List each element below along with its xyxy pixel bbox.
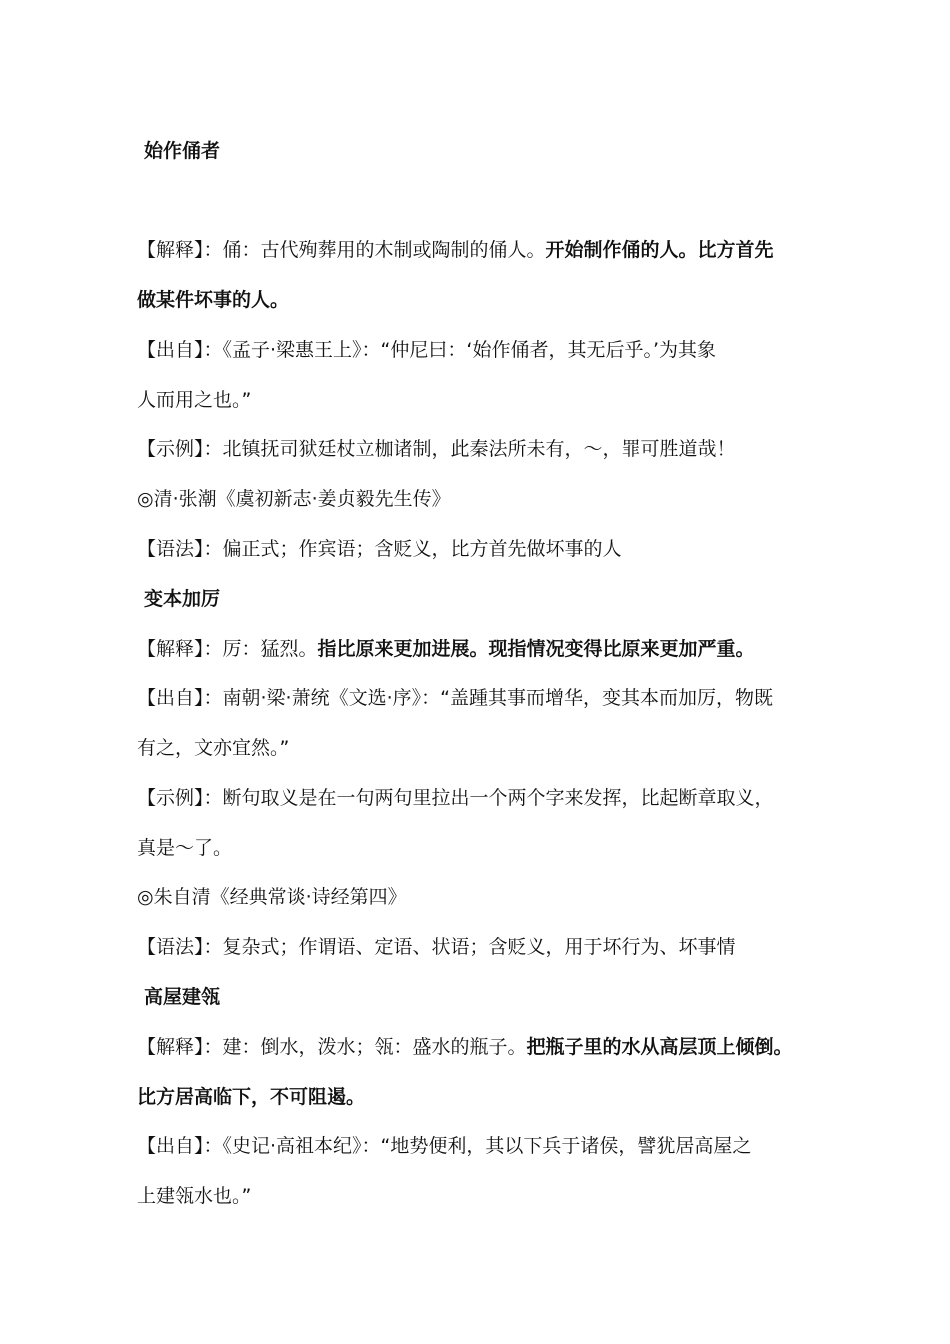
example-label: 【示例】： [137, 438, 223, 460]
definition-bold-text: 指比原来更加进展。现指情况变得比原来更加严重。 [317, 638, 755, 660]
source-text: 《史记·高祖本纪》：“地势便利，其以下兵于诸侯，譬犹居高屋之 [222, 1135, 752, 1157]
source-label: 【出自】： [137, 687, 223, 709]
example-text: 真是～了。 [137, 837, 233, 859]
grammar-line [137, 935, 817, 959]
example-citation: ◎清·张潮《虞初新志·姜贞毅先生传》 [137, 488, 451, 510]
example-text: 北镇抚司狱廷杖立枷诸制，此秦法所未有，～，罪可胜道哉！ [222, 438, 736, 460]
example-citation: ◎朱自清《经典常谈·诗经第四》 [137, 886, 407, 908]
source-line [137, 686, 817, 710]
definition-bold-text: 做某件坏事的人。 [137, 289, 290, 311]
definition-label: 【解释】： [137, 239, 223, 261]
source-text: 上建瓴水也。” [137, 1185, 252, 1207]
entry-title: 变本加厉 [144, 588, 221, 610]
example-label: 【示例】： [137, 787, 223, 809]
source-line [137, 1134, 817, 1158]
source-text: 南朝·梁·萧统《文选·序》：“盖踵其事而增华，变其本而加厉，物既 [222, 687, 773, 709]
example-text: 断句取义是在一句两句里拉出一个两个字来发挥，比起断章取义， [222, 787, 774, 809]
definition-label: 【解释】： [137, 638, 223, 660]
grammar-label: 【语法】： [137, 936, 223, 958]
definition-line [137, 637, 817, 661]
grammar-line [137, 537, 817, 561]
source-text: 《孟子·梁惠王上》：“仲尼曰：‘始作俑者，其无后乎。’为其象 [222, 339, 716, 361]
source-text: 有之，文亦宜然。” [137, 737, 290, 759]
entry-title: 始作俑者 [144, 140, 221, 162]
source-label: 【出自】： [137, 339, 223, 361]
grammar-text: 复杂式；作谓语、定语、状语；含贬义，用于坏行为、坏事情 [222, 936, 736, 958]
example-line [137, 786, 817, 810]
definition-line [137, 1035, 817, 1059]
definition-text: 建：倒水，泼水；瓴：盛水的瓶子。 [222, 1036, 527, 1058]
definition-bold-text: 把瓶子里的水从高层顶上倾倒。 [526, 1036, 793, 1058]
grammar-label: 【语法】： [137, 538, 223, 560]
source-text: 人而用之也。” [137, 389, 252, 411]
definition-text: 厉：猛烈。 [222, 638, 318, 660]
definition-bold-text: 开始制作俑的人。比方首先 [545, 239, 774, 261]
definition-bold-text: 比方居高临下，不可阻遏。 [137, 1086, 366, 1108]
definition-text: 俑：古代殉葬用的木制或陶制的俑人。 [222, 239, 546, 261]
grammar-text: 偏正式；作宾语；含贬义，比方首先做坏事的人 [222, 538, 622, 560]
entry-title: 高屋建瓴 [144, 986, 221, 1008]
definition-label: 【解释】： [137, 1036, 223, 1058]
example-line [137, 437, 817, 461]
source-line [137, 338, 817, 362]
definition-line [137, 238, 817, 262]
source-label: 【出自】： [137, 1135, 223, 1157]
